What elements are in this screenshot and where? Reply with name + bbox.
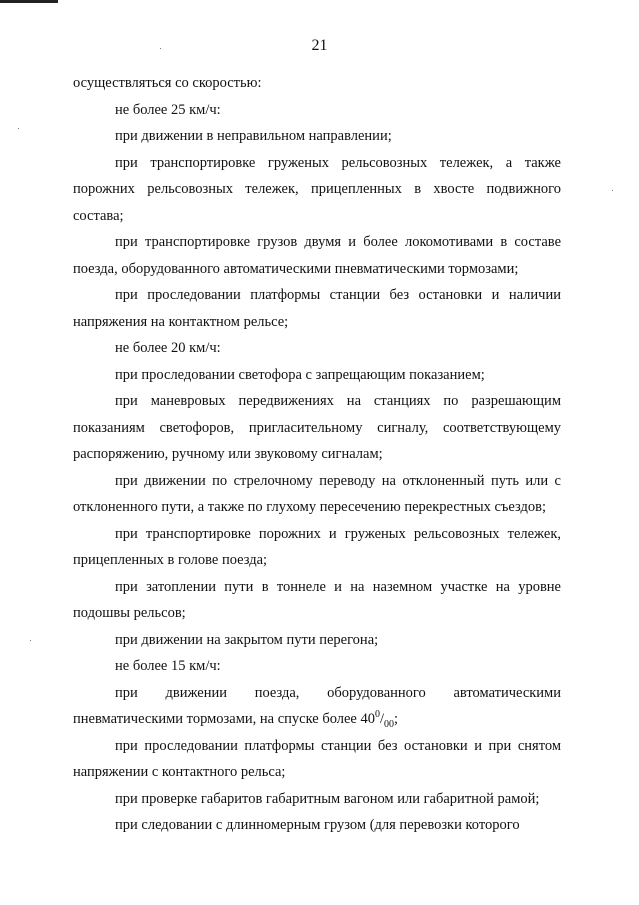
paragraph: при движении по стрелочному переводу на отклоненный путь или с отклоненного пути, а также по глухому пересечению перекрестных съездов;: [73, 472, 561, 515]
paragraph: при затоплении пути в тоннеле и на наземном участке на уровне подошвы рельсов;: [73, 578, 561, 621]
paragraph-slope: при движении поезда, оборудованного автоматическими пневматическими тормозами, на спуске более $40^0/_{00}$;: [73, 684, 561, 730]
slope-text: при движении поезда, оборудованного автоматическими пневматическими тормозами, на спуске более: [73, 684, 561, 727]
paragraph: при проверке габаритов габаритным вагоном или габаритной рамой;: [115, 790, 540, 807]
paragraph: при движении в неправильном направлении;: [115, 128, 392, 144]
paragraph: не более 25 км/ч:: [115, 101, 221, 118]
slope-value: $40^0/_{00}$: [360, 709, 395, 730]
document-body: [73, 70, 561, 839]
paragraph: при транспортировке грузов двумя и более локомотивами в составе поезда, оборудованного автоматическими пневматическими тормозами;: [73, 234, 561, 277]
scan-speck: [612, 190, 613, 191]
paragraph: при маневровых передвижениях на станциях по разрешающим показаниям светофоров, пригласительному сигналу, соответствующему распоряжению, ручному или звуковому сигналам;: [73, 393, 561, 462]
paragraph: при транспортировке порожних и груженых рельсовозных тележек, прицепленных в голове поезда;: [73, 525, 561, 568]
paragraph: при движении на закрытом пути перегона;: [115, 631, 379, 648]
paragraph: при проследовании светофора с запрещающим показанием;: [115, 366, 485, 383]
scan-edge-mark: [0, 0, 58, 3]
paragraph-last-line: при следовании с длинномерным грузом (для перевозки которого: [115, 817, 520, 833]
paragraph-group: [73, 70, 561, 680]
paragraph-group: [73, 733, 561, 813]
paragraph: осуществляться со скоростью:: [73, 75, 262, 91]
page-number: 21: [311, 37, 328, 54]
paragraph: при проследовании платформы станции без остановки и наличии напряжения на контактном рельсе;: [73, 287, 561, 330]
scan-speck: [18, 128, 19, 129]
paragraph: при проследовании платформы станции без остановки и при снятом напряжении с контактного рельса;: [73, 737, 561, 780]
scan-speck: [30, 640, 31, 641]
paragraph: при транспортировке груженых рельсовозных тележек, а также порожних рельсовозных тележек, прицепленных в хвосте подвижного состава;: [73, 154, 561, 224]
paragraph: не более 15 км/ч:: [115, 658, 221, 674]
paragraph: не более 20 км/ч:: [115, 340, 221, 356]
